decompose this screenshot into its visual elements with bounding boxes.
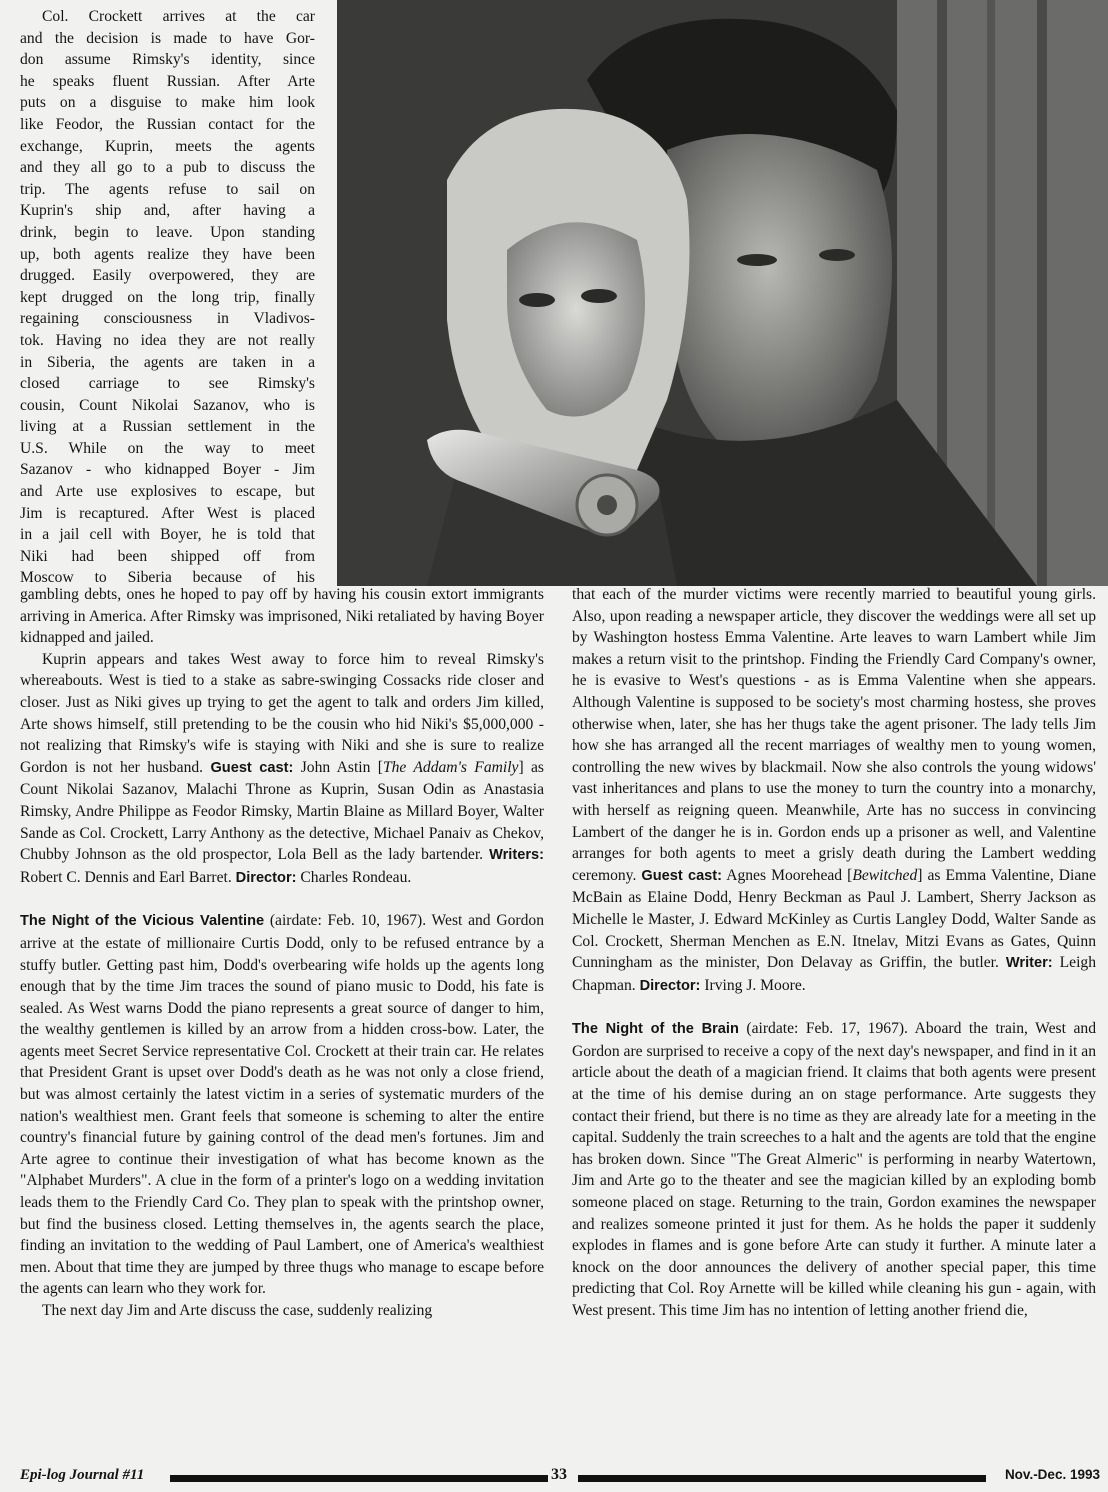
paragraph	[572, 1018, 1096, 1321]
paragraph	[572, 584, 1096, 997]
paragraph-text: that each of the murder victims were recently married to beautiful young girls. Also, upon reading a newspaper article, they discover the weddings were all set up by Washington hostess Emma Valentine. Arte leaves to warn Lambert while Jim makes a return visit to the printshop. Finding the Friendly Card Company's owner, he is evasive to West's questions - as is Emma Valentine when she appears. Although Valentine is supposed to be society's most charming hostess, she proves otherwise when, later, she has her thugs take the agent prisoner. The lady tells Jim how she has arranged all the recent marriages of wealthy men to young women, controlling the new wives by blackmail. Now she also controls the young widows' vast inheritances and plans to use the money to turn the country into a monarchy, with herself as reigning queen. Meanwhile, Arte has no success in convincing Lambert of the danger he is in. Gordon ends up a prisoner as well, and Valentine arranges for both agents to meet a grisly death during the Lambert wedding ceremony.	[572, 586, 1096, 884]
issue-date: Nov.-Dec. 1993	[1004, 1467, 1100, 1482]
text-line: in a jail cell with Boyer, he is told that	[20, 526, 315, 544]
text-line: drink, begin to leave. Upon standing	[20, 223, 315, 241]
paragraph-text: (airdate: Feb. 17, 1967). Aboard the train, West and Gordon are surprised to receive a copy of the next day's newspaper, and find in it an article about the death of a magician friend. It claims that both agents were present at the time of his demise during an on stage performance. Arte suggests they contact their friend, but there is no time as they are already late for a meeting in the capital. Suddenly the train screeches to a halt and the agents are told that the engine has broken down. Since "The Great Almeric" is performing in nearby Watertown, Jim and Arte go to the theater and see the magician killed by an exploding bomb someone placed on stage. Returning to the train, Gordon examines the newspaper and realizes someone printed it just for them. As he holds the paper it suddenly explodes in flames and is gone before Arte can study it further. A minute later a knock on the door announces the delivery of another special paper, this time predicting that Col. Roy Arnette will be killed while cleaning his gun - again, with West present. This time Jim has no intention of letting another friend die,	[572, 1020, 1096, 1319]
text-line: tok. Having no idea they are not really	[20, 331, 315, 349]
episode-title: The Night of the Vicious Valentine	[20, 913, 265, 930]
text-line: kept drugged on the long trip, finally	[20, 288, 315, 306]
text-line: Sazanov - who kidnapped Boyer - Jim	[20, 461, 315, 479]
text-line: puts on a disguise to make him look	[20, 94, 315, 112]
text-line: don assume Rimsky's identity, since	[20, 51, 315, 69]
text-line: regaining consciousness in Vladivos-	[20, 310, 315, 328]
guest-cast-text: John Astin [	[300, 758, 383, 776]
text-line: in Siberia, the agents are taken in a	[20, 353, 315, 371]
paragraph-text: Kuprin appears and takes West away to force him to reveal Rimsky's whereabouts. West is tied to a stake as sabre-swinging Cossacks ride closer and closer. Just as Niki gives up trying to get the agent to talk and orders Jim killed, Arte shows himself, still pretending to be the cousin who hid Niki's $5,000,000 - not realizing that Rimsky's wife is staying with Niki and she is sure to realize Gordon is not her husband.	[20, 650, 544, 776]
guest-cast-label: Guest cast:	[210, 759, 294, 776]
text-line: Kuprin's ship and, after having a	[20, 202, 315, 220]
paragraph: gambling debts, ones he hoped to pay off by having his cousin extort immigrants arriving in America. After Rimsky was imprisoned, Niki retaliated by having Boyer kidnapped and jailed.	[20, 586, 544, 647]
text-line: like Feodor, the Russian contact for the	[20, 115, 315, 133]
paragraph-text: (airdate: Feb. 10, 1967). West and Gordon arrive at the estate of millionaire Curtis Dodd, only to be refused entrance by a stuffy butler. Getting past him, Dodd's overbearing wife holds up the agents long enough that by the time Jim traces the sound of piano music to Dodd, his fate is sealed. As West warns Dodd the piano represents a great source of danger to him, the wealthy gentlemen is killed by an arrow from a hidden cross-bow. Later, the agents meet Secret Service representative Col. Crockett at their train car. He relates that President Grant is upset over Dodd's death as he was not only a close friend, but was almost certainly the latest victim in a series of systematic murders of the nation's wealthiest men. Grant feels that someone is scheming to alter the entire country's financial future by gaining control of the dead men's fortunes. Jim and Arte agree to continue their investigation of what has become known as the "Alphabet Murders". A clue in the form of a printer's logo on a wedding invitation leads them to the Friendly Card Co. They plan to speak with the printshop owner, but find the business closed. Letting themselves in, the agents search the place, finding an invitation to the wedding of Paul Lambert, one of America's wealthiest men. About that time they are jumped by three thugs who manage to escape before the agents can learn who they work for.	[20, 912, 544, 1298]
footer-rule-right	[578, 1475, 986, 1482]
photo-illustration	[337, 0, 1108, 586]
text-line: and Arte use explosives to escape, but	[20, 483, 315, 501]
show-title: Bewitched	[852, 866, 918, 884]
text-line: Niki had been shipped off from	[20, 547, 315, 565]
text-line: and they all go to a pub to discuss the	[20, 159, 315, 177]
text-line: trip. The agents refuse to sail on	[20, 180, 315, 198]
episode-title: The Night of the Brain	[572, 1021, 739, 1038]
article-column-2	[572, 584, 1096, 1322]
guest-cast-text: Agnes Moorehead [	[726, 866, 853, 884]
text-line: Moscow to Siberia because of his	[20, 569, 315, 587]
guest-cast-text: ] as Emma Valentine, Diane McBain as Elaine Dodd, Henry Beckman as Paul J. Lambert, Sherry Jackson as Michelle le Master, J. Edward McKinley as Curtis Langley Dodd, Walter Sande as Col. Crockett, Sherman Menchen as E.N. Itnelav, Mitzi Evans as Gates, Quinn Cunningham as the minister, Don Delavay as Griffin, the butler.	[572, 866, 1096, 972]
article-photo	[337, 0, 1108, 586]
director-label: Director:	[639, 977, 701, 994]
show-title: The Addam's Family	[382, 758, 519, 776]
writer-text: Leigh Chapman.	[572, 954, 1097, 994]
article-column-1-bottom	[20, 584, 544, 1322]
writers-text: Robert C. Dennis and Earl Barret.	[20, 868, 232, 886]
paragraph: The next day Jim and Arte discuss the case, suddenly realizing	[42, 1302, 433, 1319]
text-line: U.S. While on the way to meet	[20, 439, 315, 457]
text-line: closed carriage to see Rimsky's	[20, 375, 315, 393]
text-line: living at a Russian settlement in the	[20, 418, 315, 436]
page-footer	[0, 1466, 1108, 1492]
director-text: Irving J. Moore.	[704, 976, 806, 994]
paragraph	[20, 910, 544, 1300]
text-line: Col. Crockett arrives at the car	[42, 8, 315, 25]
text-line: and the decision is made to have Gor-	[20, 29, 315, 47]
footer-rule-left	[170, 1475, 548, 1482]
text-line: Jim is recaptured. After West is placed	[20, 504, 315, 522]
writers-label: Writers:	[489, 847, 544, 864]
journal-name: Epi-log Journal #11	[20, 1467, 145, 1483]
guest-cast-label: Guest cast:	[641, 867, 723, 884]
text-line: cousin, Count Nikolai Sazanov, who is	[20, 396, 315, 414]
director-text: Charles Rondeau.	[300, 868, 412, 886]
page-number: 33	[548, 1466, 570, 1484]
director-label: Director:	[235, 869, 297, 886]
text-line: he speaks fluent Russian. After Arte	[20, 72, 315, 90]
writer-label: Writer:	[1005, 955, 1053, 972]
guest-cast-text: ] as Count Nikolai Sazanov, Malachi Throne as Kuprin, Susan Odin as Anastasia Rimsky, Andre Philippe as Feodor Rimsky, Martin Blaine as Millard Boyer, Walter Sande as Col. Crockett, Larry Anthony as the detective, Michael Panaiv as Chekov, Chubby Johnson as the old prospector, Lola Bell as the lady bartender.	[20, 758, 544, 864]
article-column-1-top	[20, 6, 315, 589]
text-line: exchange, Kuprin, meets the agents	[20, 137, 315, 155]
paragraph	[20, 649, 544, 890]
text-line: up, both agents realize they have been	[20, 245, 315, 263]
text-line: drugged. Easily overpowered, they are	[20, 267, 315, 285]
